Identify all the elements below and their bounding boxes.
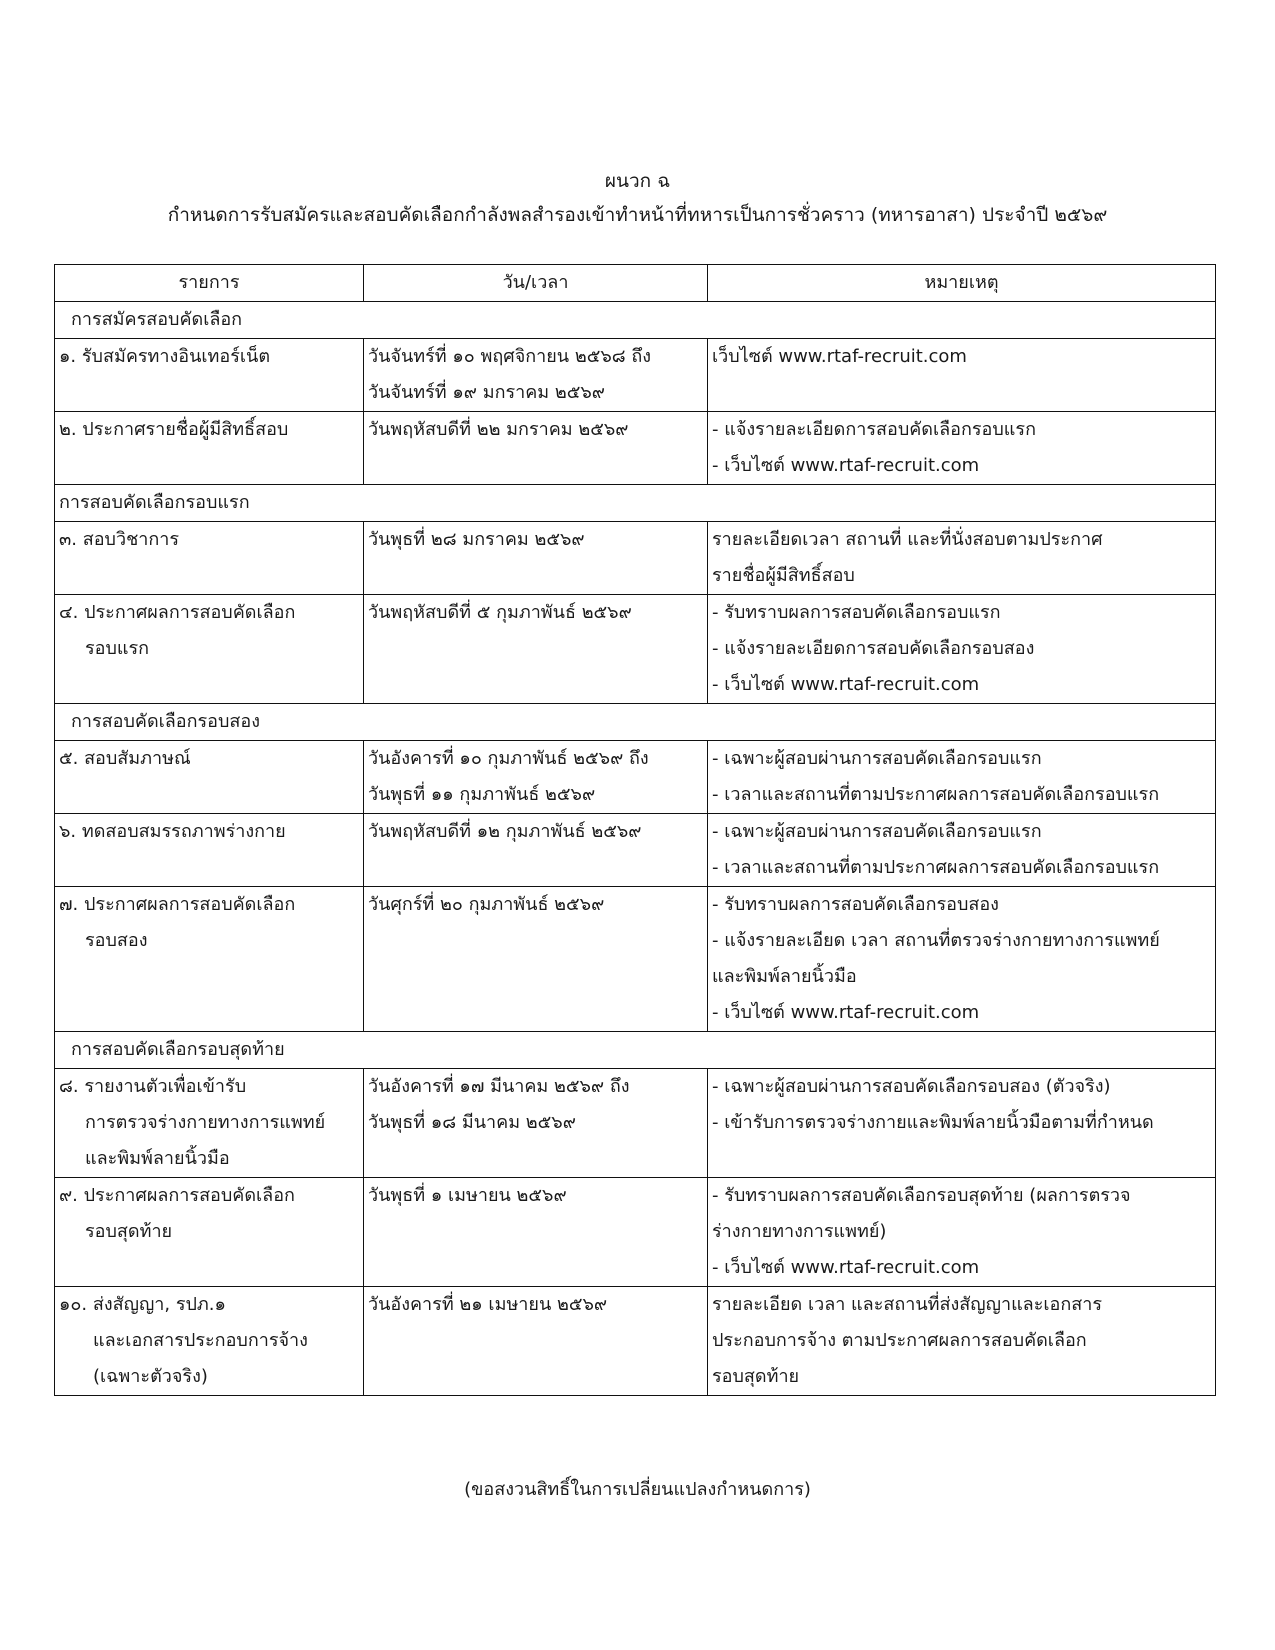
section-header-row (55, 704, 1216, 741)
cell-item (55, 522, 364, 595)
note-line: รายชื่อผู้มีสิทธิ์สอบ (712, 565, 855, 586)
item-line: รอบแรก (85, 638, 150, 659)
table-row (55, 1178, 1216, 1287)
table-row (55, 412, 1216, 485)
item-line: รอบสุดท้าย (85, 1221, 173, 1242)
cell-date (364, 1069, 708, 1178)
note-line: - เฉพาะผู้สอบผ่านการสอบคัดเลือกรอบสอง (ตัวจริง) (712, 1076, 1111, 1097)
date-line: วันพุธที่ ๑๘ มีนาคม ๒๕๖๙ (368, 1112, 576, 1133)
note-line: - เวลาและสถานที่ตามประกาศผลการสอบคัดเลือกรอบแรก (712, 857, 1160, 878)
cell-date (364, 1178, 708, 1287)
item-line: ๙. ประกาศผลการสอบคัดเลือก (59, 1185, 295, 1206)
note-line: ร่างกายทางการแพทย์) (712, 1221, 887, 1242)
cell-note (708, 1069, 1216, 1178)
column-header-note: หมายเหตุ (708, 265, 1216, 302)
item-line: ๔. ประกาศผลการสอบคัดเลือก (59, 602, 296, 623)
date-line: วันอังคารที่ ๑๗ มีนาคม ๒๕๖๙ ถึง (368, 1076, 630, 1097)
table-row (55, 1069, 1216, 1178)
cell-note (708, 741, 1216, 814)
note-line: รายละเอียดเวลา สถานที่ และที่นั่งสอบตามประกาศ (712, 529, 1103, 550)
date-line: วันอังคารที่ ๑๐ กุมภาพันธ์ ๒๕๖๙ ถึง (368, 748, 649, 769)
date-line: วันจันทร์ที่ ๑๙ มกราคม ๒๕๖๙ (368, 382, 605, 403)
section-header-row (55, 1032, 1216, 1069)
note-line: - รับทราบผลการสอบคัดเลือกรอบสอง (712, 894, 999, 915)
item-line: ๑. รับสมัครทางอินเทอร์เน็ต (59, 346, 271, 367)
column-header-item: รายการ (55, 265, 364, 302)
table-row (55, 595, 1216, 704)
document-title: กำหนดการรับสมัครและสอบคัดเลือกกำลังพลสำรองเข้าทำหน้าที่ทหารเป็นการชั่วคราว (ทหารอาสา) ประจำปี ๒๕๖๙ (167, 204, 1108, 226)
cell-note (708, 887, 1216, 1032)
date-line: วันพุธที่ ๑๑ กุมภาพันธ์ ๒๕๖๙ (368, 784, 596, 805)
note-line: - เว็บไซต์ www.rtaf-recruit.com (712, 674, 980, 695)
section-title: การสมัครสอบคัดเลือก (55, 302, 1216, 339)
note-line: และพิมพ์ลายนิ้วมือ (712, 966, 857, 987)
note-line: - เฉพาะผู้สอบผ่านการสอบคัดเลือกรอบแรก (712, 748, 1042, 769)
note-line: - รับทราบผลการสอบคัดเลือกรอบแรก (712, 602, 1001, 623)
cell-date (364, 595, 708, 704)
note-line: - เข้ารับการตรวจร่างกายและพิมพ์ลายนิ้วมือตามที่กำหนด (712, 1112, 1154, 1133)
section-header-row (55, 302, 1216, 339)
item-line: ๒. ประกาศรายชื่อผู้มีสิทธิ์สอบ (59, 419, 289, 440)
item-line: และเอกสารประกอบการจ้าง (93, 1330, 308, 1351)
cell-item (55, 339, 364, 412)
item-line: (เฉพาะตัวจริง) (93, 1366, 208, 1387)
note-line: - รับทราบผลการสอบคัดเลือกรอบสุดท้าย (ผลการตรวจ (712, 1185, 1131, 1206)
date-line: วันพุธที่ ๒๘ มกราคม ๒๕๖๙ (368, 529, 585, 550)
section-title: การสอบคัดเลือกรอบสอง (55, 704, 1216, 741)
cell-item (55, 1069, 364, 1178)
column-header-date: วัน/เวลา (364, 265, 708, 302)
cell-note (708, 595, 1216, 704)
note-line: ประกอบการจ้าง ตามประกาศผลการสอบคัดเลือก (712, 1330, 1087, 1351)
item-line: ๕. สอบสัมภาษณ์ (59, 748, 191, 769)
cell-date (364, 814, 708, 887)
date-line: วันศุกร์ที่ ๒๐ กุมภาพันธ์ ๒๕๖๙ (368, 894, 605, 915)
note-line: - แจ้งรายละเอียดการสอบคัดเลือกรอบสอง (712, 638, 1035, 659)
cell-date (364, 887, 708, 1032)
item-line: และพิมพ์ลายนิ้วมือ (85, 1148, 230, 1169)
note-line: - แจ้งรายละเอียด เวลา สถานที่ตรวจร่างกายทางการแพทย์ (712, 930, 1160, 951)
cell-date (364, 412, 708, 485)
section-header-row (55, 485, 1216, 522)
item-line: ๖. ทดสอบสมรรถภาพร่างกาย (59, 821, 286, 842)
note-line: - เว็บไซต์ www.rtaf-recruit.com (712, 1002, 980, 1023)
cell-note (708, 1178, 1216, 1287)
note-line: - แจ้งรายละเอียดการสอบคัดเลือกรอบแรก (712, 419, 1036, 440)
table-row (55, 339, 1216, 412)
note-line: - เว็บไซต์ www.rtaf-recruit.com (712, 1257, 980, 1278)
section-title: การสอบคัดเลือกรอบสุดท้าย (55, 1032, 1216, 1069)
cell-item (55, 887, 364, 1032)
note-line: เว็บไซต์ www.rtaf-recruit.com (712, 346, 967, 367)
cell-note (708, 412, 1216, 485)
table-row (55, 1287, 1216, 1396)
item-line: ๘. รายงานตัวเพื่อเข้ารับ (59, 1076, 247, 1097)
cell-item (55, 1287, 364, 1396)
note-line: - เวลาและสถานที่ตามประกาศผลการสอบคัดเลือกรอบแรก (712, 784, 1160, 805)
note-line: - เว็บไซต์ www.rtaf-recruit.com (712, 455, 980, 476)
item-line: การตรวจร่างกายทางการแพทย์ (85, 1112, 326, 1133)
table-row (55, 741, 1216, 814)
date-line: วันพฤหัสบดีที่ ๒๒ มกราคม ๒๕๖๙ (368, 419, 629, 440)
appendix-label: ผนวก ฉ (604, 170, 671, 192)
cell-note (708, 522, 1216, 595)
table-header-row (55, 265, 1216, 302)
cell-date (364, 1287, 708, 1396)
item-line: ๓. สอบวิชาการ (59, 529, 180, 550)
section-title: การสอบคัดเลือกรอบแรก (55, 485, 1216, 522)
item-line: รอบสอง (85, 930, 148, 951)
schedule-body (55, 302, 1216, 1396)
cell-note (708, 814, 1216, 887)
cell-date (364, 741, 708, 814)
note-line: รายละเอียด เวลา และสถานที่ส่งสัญญาและเอกสาร (712, 1294, 1102, 1315)
cell-item (55, 595, 364, 704)
cell-item (55, 412, 364, 485)
date-line: วันพุธที่ ๑ เมษายน ๒๕๖๙ (368, 1185, 567, 1206)
note-line: รอบสุดท้าย (712, 1366, 800, 1387)
item-line: ๗. ประกาศผลการสอบคัดเลือก (59, 894, 296, 915)
cell-item (55, 1178, 364, 1287)
cell-item (55, 741, 364, 814)
table-row (55, 887, 1216, 1032)
date-line: วันพฤหัสบดีที่ ๑๒ กุมภาพันธ์ ๒๕๖๙ (368, 821, 642, 842)
cell-item (55, 814, 364, 887)
note-line: - เฉพาะผู้สอบผ่านการสอบคัดเลือกรอบแรก (712, 821, 1042, 842)
date-line: วันพฤหัสบดีที่ ๕ กุมภาพันธ์ ๒๕๖๙ (368, 602, 632, 623)
date-line: วันอังคารที่ ๒๑ เมษายน ๒๕๖๙ (368, 1294, 608, 1315)
item-line: ๑๐. ส่งสัญญา, รปภ.๑ (59, 1294, 226, 1315)
schedule-table (54, 264, 1216, 1396)
cell-note (708, 339, 1216, 412)
cell-note (708, 1287, 1216, 1396)
cell-date (364, 522, 708, 595)
date-line: วันจันทร์ที่ ๑๐ พฤศจิกายน ๒๕๖๘ ถึง (368, 346, 652, 367)
cell-date (364, 339, 708, 412)
footer-note: (ขอสงวนสิทธิ์ในการเปลี่ยนแปลงกำหนดการ) (464, 1479, 811, 1500)
table-row (55, 814, 1216, 887)
table-row (55, 522, 1216, 595)
